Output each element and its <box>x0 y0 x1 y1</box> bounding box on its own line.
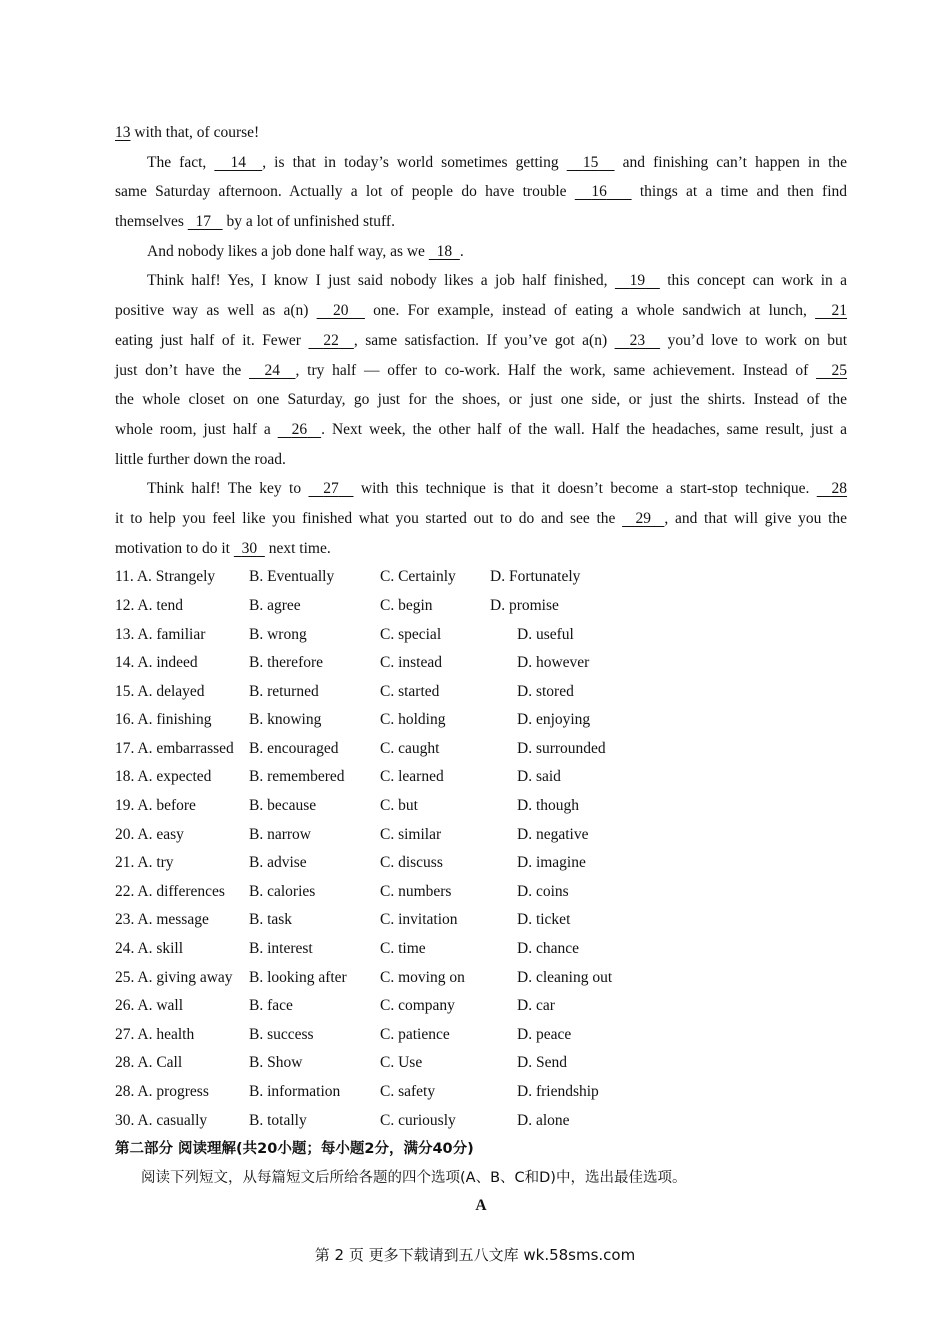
blank-30: 30 <box>241 539 258 557</box>
question-options: 21. A. try B. advise C. discuss D. imagine <box>115 854 586 872</box>
section-title: 第二部分 阅读理解(共20小题；每小题2分，满分40分) <box>115 1141 474 1158</box>
passage-line-13: Think half! The key to 27 with this technique is that it doesn’t become a start-stop technique. 28 <box>147 480 848 498</box>
passage-line-6: Think half! Yes, I know I just said nobody likes a job half finished, 19 this concept can work in a <box>147 272 848 290</box>
blank-18: 18 <box>436 242 453 260</box>
passage-line-14: it to help you feel like you finished what you started out to do and see the 29 , and that will give you the <box>115 509 848 527</box>
question-options: 15. A. delayed B. returned C. started D. stored <box>115 682 574 700</box>
blank-14: 14 <box>230 153 247 171</box>
question-options: 25. A. giving away B. looking after C. moving on D. cleaning out <box>115 968 613 986</box>
question-options: 23. A. message B. task C. invitation D. ticket <box>115 911 571 929</box>
question-options: 12. A. tend B. agree C. begin D. promise <box>115 596 559 614</box>
question-options: 17. A. embarrassed B. encouraged C. caught D. surrounded <box>115 739 606 757</box>
blank-16: 16 <box>591 183 607 201</box>
passage-line-9: just don’t have the 24 , try half — offer to co-work. Half the work, same achievement. Instead of 25 <box>115 361 848 379</box>
question-options: 19. A. before B. because C. but D. though <box>115 797 579 815</box>
blank-13: 13 <box>115 124 131 141</box>
passage-heading: A <box>475 1197 487 1215</box>
passage-line-4: themselves 17 by a lot of unfinished stuff. <box>115 213 395 231</box>
blank-23: 23 <box>629 331 646 349</box>
question-options: 13. A. familiar B. wrong C. special D. useful <box>115 625 574 643</box>
question-options: 28. A. progress B. information C. safety D. friendship <box>115 1083 599 1100</box>
blank-19: 19 <box>629 272 646 290</box>
document-page <box>115 118 847 1221</box>
passage-line-10: the whole closet on one Saturday, go just for the shoes, or just one side, or just the shirts. Instead of the <box>115 391 847 409</box>
blank-26: 26 <box>291 420 308 438</box>
question-options: 24. A. skill B. interest C. time D. chance <box>115 940 579 958</box>
passage-line-3: same Saturday afternoon. Actually a lot of people do have trouble 16 things at a time and then find <box>115 183 848 201</box>
passage-line-8: eating just half of it. Fewer 22 , same satisfaction. If you’ve got a(n) 23 you’d love to work on but <box>115 331 848 349</box>
question-options: 28. A. Call B. Show C. Use D. Send <box>115 1054 567 1072</box>
passage-line-7: positive way as well as a(n) 20 one. For example, instead of eating a whole sandwich at lunch, 21 <box>115 302 848 320</box>
blank-17: 17 <box>195 213 211 231</box>
blank-20: 20 <box>333 302 349 320</box>
blank-25: 25 <box>831 361 848 379</box>
question-options: 11. A. Strangely B. Eventually C. Certainly D. Fortunately <box>115 568 581 586</box>
passage-line-12: little further down the road. <box>115 450 286 468</box>
passage-line-2: The fact, 14 , is that in today’s world sometimes getting 15 and finishing can’t happen in the <box>147 153 848 171</box>
question-options: 20. A. easy B. narrow C. similar D. negative <box>115 825 589 843</box>
section-instruction: 阅读下列短文，从每篇短文后所给各题的四个选项(A、B、C和D)中，选出最佳选项。 <box>141 1169 687 1186</box>
passage-line-15: motivation to do it 30 next time. <box>115 539 331 557</box>
blank-27: 27 <box>323 480 339 498</box>
question-options: 27. A. health B. success C. patience D. peace <box>115 1025 572 1043</box>
question-options: 14. A. indeed B. therefore C. instead D. however <box>115 654 590 672</box>
question-options: 18. A. expected B. remembered C. learned D. said <box>115 768 561 786</box>
passage-line-1: 13 with that, of course! <box>115 124 260 141</box>
blank-15: 15 <box>582 153 599 171</box>
blank-21: 21 <box>831 302 848 320</box>
passage-line-11: whole room, just half a 26 . Next week, the other half of the wall. Half the headaches, same result, just a <box>115 420 848 438</box>
blank-29: 29 <box>635 509 652 527</box>
question-options: 16. A. finishing B. knowing C. holding D. enjoying <box>115 711 591 729</box>
blank-22: 22 <box>323 331 339 349</box>
blank-28: 28 <box>831 480 848 498</box>
blank-24: 24 <box>264 361 281 379</box>
passage-line-5: And nobody likes a job done half way, as we 18 . <box>147 242 464 260</box>
page-footer: 第 2 页 更多下载请到五八文库 wk.58sms.com <box>314 1246 636 1264</box>
question-options: 22. A. differences B. calories C. numbers D. coins <box>115 882 569 900</box>
question-options: 26. A. wall B. face C. company D. car <box>115 997 555 1015</box>
question-options: 30. A. casually B. totally C. curiously D. alone <box>115 1111 570 1129</box>
